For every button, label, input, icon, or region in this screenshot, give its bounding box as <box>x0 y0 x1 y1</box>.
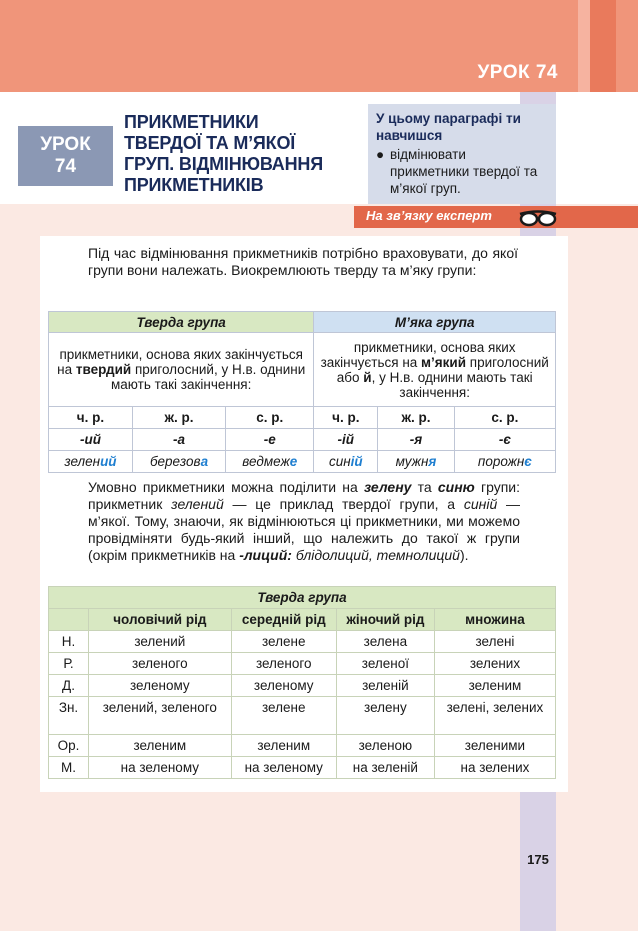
table-cell: на зеленому <box>89 757 232 779</box>
gender-label: ч. р. <box>49 407 133 429</box>
example-cell: мужня <box>378 451 455 473</box>
column-header: чоловічий рід <box>89 609 232 631</box>
case-column-header <box>49 609 89 631</box>
ending-cell: -є <box>454 429 555 451</box>
table-cell: на зеленому <box>231 757 336 779</box>
gender-label: ж. р. <box>378 407 455 429</box>
ending-cell: -а <box>132 429 225 451</box>
lesson-title-line: ПРИКМЕТНИКИ <box>124 112 259 132</box>
banner-stripe-dark <box>590 0 616 92</box>
lesson-title-line: ПРИКМЕТНИКІВ <box>124 175 264 195</box>
table-cell: зелену <box>336 697 434 735</box>
example-cell: ведмеже <box>226 451 314 473</box>
table-cell: зелених <box>434 653 555 675</box>
table-row <box>49 631 556 653</box>
learning-goals-title: У цьому параграфі ти навчишся <box>376 111 521 143</box>
case-label: Д. <box>49 675 89 697</box>
case-label: М. <box>49 757 89 779</box>
example-cell: порожнє <box>454 451 555 473</box>
table-row <box>49 675 556 697</box>
table-cell: зелений <box>89 631 232 653</box>
bullet-icon: ● <box>376 147 385 162</box>
lesson-title-line: ТВЕРДОЇ ТА М’ЯКОЇ <box>124 133 296 153</box>
learning-goal-item <box>376 146 548 197</box>
explanation-paragraph: Умовно прикметники можна поділити на зелену та синю групи: прикметник зелений — це приклад твердої групи, а синій — м’якої. Тому, знаючи, як відмінюються ці прикметники, ми можемо провідміняти будь-який інший, що належить до такої ж групи (окрім прикметників на -лиций: блідолиций, темнолиций). <box>88 479 521 563</box>
table-row <box>49 697 556 735</box>
learning-goals-box <box>368 104 556 204</box>
soft-group-description: прикметники, основа яких закінчується на м’який приголосний або й, у Н.в. однини мають такі закінчення: <box>314 333 556 407</box>
hard-group-description: прикметники, основа яких закінчується на твердий приголосний, у Н.в. однини мають такі закінчення: <box>49 333 314 407</box>
learning-goal-text: відмінювати прикметники твердої та м’якої груп. <box>390 147 538 196</box>
lesson-badge <box>18 126 113 186</box>
table-cell: зеленою <box>336 735 434 757</box>
table-cell: зеленому <box>89 675 232 697</box>
gender-label: с. р. <box>226 407 314 429</box>
groups-table <box>48 311 556 473</box>
example-cell: березова <box>132 451 225 473</box>
ending-cell: -я <box>378 429 455 451</box>
table-cell: зелені, зелених <box>434 697 555 735</box>
case-label: Зн. <box>49 697 89 735</box>
ending-cell: -е <box>226 429 314 451</box>
table-cell: зелене <box>231 697 336 735</box>
table-cell: зеленим <box>434 675 555 697</box>
expert-label: На зв’язку експерт <box>366 208 492 223</box>
table-row <box>49 757 556 779</box>
column-header: жіночий рід <box>336 609 434 631</box>
table-cell: зеленим <box>89 735 232 757</box>
table-cell: на зелених <box>434 757 555 779</box>
table-row <box>49 735 556 757</box>
table-cell: зеленого <box>231 653 336 675</box>
banner-stripe-light <box>578 0 590 92</box>
hard-group-header: Тверда група <box>49 312 314 333</box>
declension-caption: Тверда група <box>49 587 556 609</box>
table-cell: зеленої <box>336 653 434 675</box>
lesson-badge-word: УРОК <box>40 134 91 155</box>
page-number: 175 <box>527 852 549 867</box>
column-header: множина <box>434 609 555 631</box>
lesson-title-line: ГРУП. ВІДМІНЮВАННЯ <box>124 154 323 174</box>
intro-paragraph: Під час відмінювання прикметників потрібно враховувати, до якої групи вони належать. Виокремлюють тверду та м’яку групи: <box>88 245 518 278</box>
table-row <box>49 653 556 675</box>
ending-cell: -ій <box>314 429 378 451</box>
lesson-badge-number: 74 <box>54 156 77 177</box>
case-label: Р. <box>49 653 89 675</box>
case-label: Н. <box>49 631 89 653</box>
table-cell: зелене <box>231 631 336 653</box>
table-cell: зеленій <box>336 675 434 697</box>
case-label: Ор. <box>49 735 89 757</box>
gender-label: ч. р. <box>314 407 378 429</box>
ending-cell: -ий <box>49 429 133 451</box>
gender-label: с. р. <box>454 407 555 429</box>
gender-label: ж. р. <box>132 407 225 429</box>
table-cell: зеленим <box>231 735 336 757</box>
lesson-title <box>124 112 364 196</box>
soft-group-header: М’яка група <box>314 312 556 333</box>
column-header: середній рід <box>231 609 336 631</box>
table-cell: зелений, зеленого <box>89 697 232 735</box>
example-cell: зелений <box>49 451 133 473</box>
table-cell: зеленими <box>434 735 555 757</box>
declension-table <box>48 586 556 779</box>
table-cell: зеленого <box>89 653 232 675</box>
glasses-icon <box>518 207 558 227</box>
table-cell: зеленому <box>231 675 336 697</box>
table-cell: на зеленій <box>336 757 434 779</box>
running-head: УРОК 74 <box>477 62 558 83</box>
table-cell: зелена <box>336 631 434 653</box>
table-cell: зелені <box>434 631 555 653</box>
example-cell: синій <box>314 451 378 473</box>
